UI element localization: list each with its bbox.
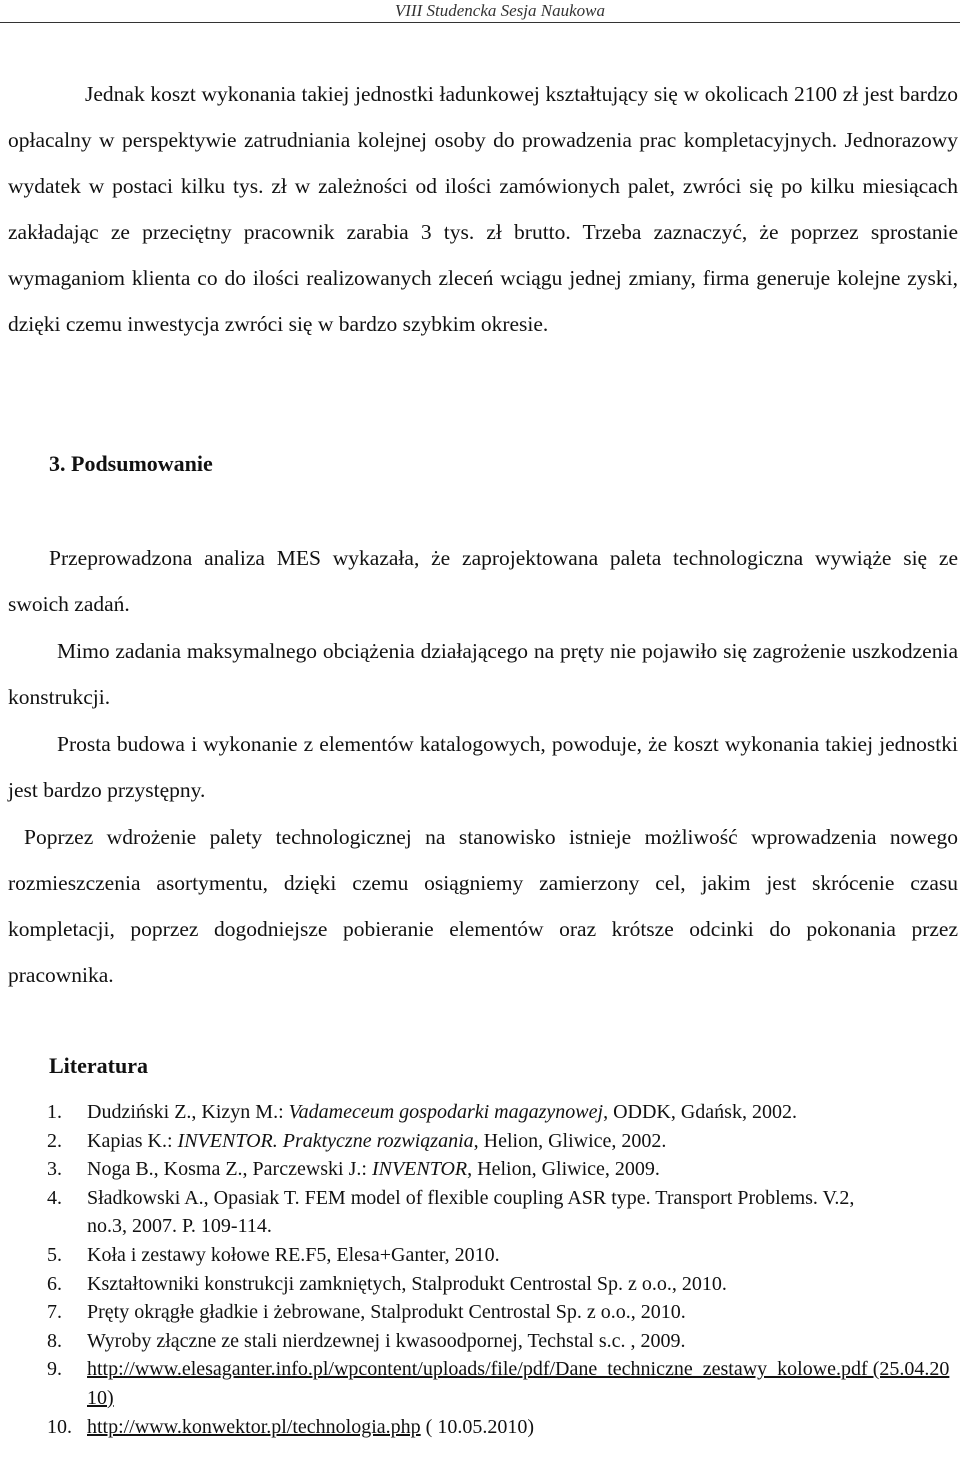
- reference-item: [0, 1184, 887, 1241]
- reference-number: 1.: [47, 1101, 62, 1123]
- reference-text: Pręty okrągłe gładkie i żebrowane, Stalprodukt Centrostal Sp. z o.o., 2010.: [87, 1301, 686, 1324]
- reference-number: 7.: [47, 1301, 62, 1324]
- reference-link[interactable]: http://www.konwektor.pl/technologia.php: [87, 1415, 421, 1438]
- reference-link[interactable]: http://www.elesaganter.info.pl/wpcontent/uploads/file/pdf/Dane_techniczne_zestawy_kolowe.pdf (25.04.2010): [87, 1358, 950, 1409]
- reference-authors: Noga B., Kosma Z., Parczewski J.:: [87, 1158, 372, 1181]
- reference-details: , ODDK, Gdańsk, 2002.: [603, 1101, 797, 1123]
- reference-item: [0, 1413, 887, 1442]
- summary-paragraph-1: Przeprowadzona analiza MES wykazała, że zaprojektowana paleta technologiczna wywiąże się ze swoich zadań.: [8, 546, 958, 616]
- reference-item: [0, 1241, 887, 1270]
- reference-list: [0, 1098, 960, 1441]
- reference-number: 4.: [47, 1186, 62, 1209]
- summary-paragraph-2: Mimo zadania maksymalnego obciążenia działającego na pręty nie pojawiło się zagrożenie uszkodzenia konstrukcji.: [8, 639, 958, 709]
- reference-item: [0, 1327, 887, 1356]
- reference-details: ( 10.05.2010): [420, 1415, 534, 1438]
- reference-item: [0, 1270, 887, 1299]
- page-header: [0, 0, 960, 23]
- summary-paragraph-3: Prosta budowa i wykonanie z elementów katalogowych, powoduje, że koszt wykonania takiej jednostki jest bardzo przystępny.: [8, 732, 958, 802]
- reference-text: Kształtowniki konstrukcji zamkniętych, Stalprodukt Centrostal Sp. z o.o., 2010.: [87, 1272, 727, 1295]
- literature-heading: Literatura: [49, 1053, 148, 1078]
- section-heading: 3. Podsumowanie: [49, 451, 213, 476]
- reference-title: INVENTOR: [371, 1158, 468, 1181]
- reference-number: 2.: [47, 1129, 62, 1152]
- reference-number: 6.: [47, 1272, 62, 1295]
- reference-number: 9.: [47, 1358, 62, 1381]
- reference-text: Sładkowski A., Opasiak T. FEM model of flexible coupling ASR type. Transport Problems. V.2, no.3, 2007. P. 109-114.: [87, 1186, 855, 1238]
- summary-paragraph-4: Poprzez wdrożenie palety technologicznej na stanowisko istnieje możliwość wprowadzenia nowego rozmieszczenia asortymentu, dzięki czemu osiągniemy zamierzony cel, jakim jest skrócenie czasu kompletacji, poprzez dogodniejsze pobieranie elementów oraz krótsze odcinki do pokonania przez pracownika.: [8, 825, 958, 987]
- reference-number: 3.: [47, 1158, 62, 1181]
- reference-authors: Dudziński Z., Kizyn M.:: [87, 1101, 289, 1123]
- reference-number: 8.: [47, 1329, 62, 1352]
- reference-text: Wyroby złączne ze stali nierdzewnej i kwasoodpornej, Techstal s.c. , 2009.: [87, 1329, 686, 1352]
- reference-details: , Helion, Gliwice, 2002.: [473, 1129, 667, 1152]
- header-title: VIII Studencka Sesja Naukowa: [394, 1, 605, 20]
- reference-item: [0, 1298, 887, 1327]
- reference-details: , Helion, Gliwice, 2009.: [467, 1158, 660, 1181]
- reference-title: INVENTOR. Praktyczne rozwiązania: [177, 1129, 474, 1152]
- reference-title: Vadameceum gospodarki magazynowej: [288, 1101, 604, 1123]
- reference-text: Koła i zestawy kołowe RE.F5, Elesa+Ganter, 2010.: [87, 1243, 500, 1266]
- reference-number: 5.: [47, 1243, 62, 1266]
- reference-number: 10.: [47, 1415, 72, 1438]
- reference-item: [0, 1127, 887, 1156]
- reference-item: [0, 1355, 957, 1412]
- reference-item: [0, 1098, 887, 1127]
- body-paragraph: Jednak koszt wykonania takiej jednostki ładunkowej kształtujący się w okolicach 2100 zł jest bardzo opłacalny w perspektywie zatrudniania kolejnej osoby do prowadzenia prac kompletacyjnych. Jednorazowy wydatek w postaci kilku tys. zł w zależności od ilości zamówionych palet, zwróci się po kilku miesiącach zakładając ze przeciętny pracownik zarabia 3 tys. zł brutto. Trzeba zaznaczyć, że poprzez sprostanie wymaganiom klienta co do ilości realizowanych zleceń wciągu jednej zmiany, firma generuje kolejne zyski, dzięki czemu inwestycja zwróci się w bardzo szybkim okresie.: [8, 82, 958, 336]
- reference-authors: Kapias K.:: [87, 1129, 178, 1152]
- reference-item: [0, 1155, 887, 1184]
